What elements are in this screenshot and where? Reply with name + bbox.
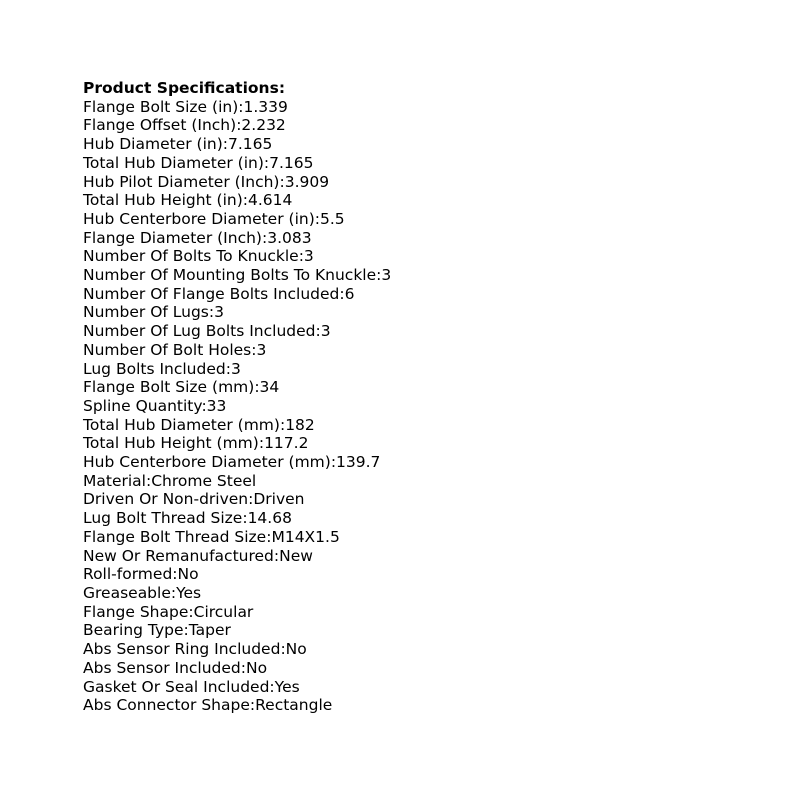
spec-row xyxy=(83,135,743,154)
spec-value: 3 xyxy=(381,266,392,285)
spec-label: Lug Bolt Thread Size xyxy=(83,509,243,528)
spec-separator: : xyxy=(258,434,265,453)
spec-separator: : xyxy=(266,527,272,546)
spec-row xyxy=(83,116,743,135)
spec-separator: : xyxy=(145,471,152,490)
spec-separator: : xyxy=(208,303,215,322)
spec-separator: : xyxy=(188,602,194,621)
spec-value: 3 xyxy=(303,247,314,266)
spec-label: Hub Centerbore Diameter (mm) xyxy=(83,453,331,472)
spec-row xyxy=(83,490,743,509)
spec-value: 3.083 xyxy=(267,228,312,247)
spec-row xyxy=(83,322,743,341)
spec-value: 4.614 xyxy=(248,191,293,210)
spec-separator: : xyxy=(279,415,286,434)
spec-separator: : xyxy=(298,247,304,266)
spec-separator: : xyxy=(314,209,320,228)
spec-separator: : xyxy=(269,677,275,696)
spec-label: Roll-formed xyxy=(83,565,173,584)
spec-separator: : xyxy=(261,228,268,247)
spec-label: Material xyxy=(83,471,146,490)
spec-label: Flange Bolt Thread Size xyxy=(83,527,267,546)
spec-label: Bearing Type xyxy=(83,621,184,640)
spec-row xyxy=(83,696,743,715)
spec-label: Total Hub Diameter (mm) xyxy=(83,415,280,434)
spec-separator: : xyxy=(222,135,228,154)
product-specifications-block xyxy=(83,79,743,715)
spec-value: 6 xyxy=(344,284,355,303)
spec-row xyxy=(83,678,743,697)
spec-row xyxy=(83,303,743,322)
spec-label: Greaseable xyxy=(83,583,171,602)
spec-separator: : xyxy=(242,191,248,210)
spec-label: Hub Centerbore Diameter (in) xyxy=(83,209,315,228)
spec-value: Driven xyxy=(253,490,305,509)
spec-value: M14X1.5 xyxy=(271,527,340,546)
spec-label: Lug Bolts Included xyxy=(83,359,226,378)
spec-value: 1.339 xyxy=(243,97,288,116)
spec-row xyxy=(83,285,743,304)
spec-value: 7.165 xyxy=(228,135,273,154)
spec-separator: : xyxy=(279,172,285,191)
spec-label: Number Of Lugs xyxy=(83,303,209,322)
spec-row xyxy=(83,565,743,584)
spec-label: Number Of Flange Bolts Included xyxy=(83,284,340,303)
spec-value: 3 xyxy=(214,303,224,322)
spec-row xyxy=(83,640,743,659)
spec-row xyxy=(83,266,743,285)
spec-separator: : xyxy=(339,284,345,303)
spec-label: Flange Bolt Size (in) xyxy=(83,97,239,116)
spec-separator: : xyxy=(376,266,382,285)
spec-row xyxy=(83,360,743,379)
spec-row xyxy=(83,528,743,547)
spec-label: Flange Bolt Size (mm) xyxy=(83,378,255,397)
spec-separator: : xyxy=(254,378,260,397)
spec-row xyxy=(83,397,743,416)
spec-value: Circular xyxy=(193,602,254,621)
spec-value: No xyxy=(285,640,307,659)
spec-label: Spline Quantity xyxy=(83,396,202,415)
spec-separator: : xyxy=(183,621,189,640)
spec-row xyxy=(83,509,743,528)
spec-separator: : xyxy=(172,565,178,584)
spec-label: Number Of Lug Bolts Included xyxy=(83,322,316,341)
spec-label: Gasket Or Seal Included xyxy=(83,677,270,696)
spec-value: 14.68 xyxy=(247,509,292,528)
spec-value: 5.5 xyxy=(319,209,345,228)
spec-row xyxy=(83,434,743,453)
spec-value: Rectangle xyxy=(255,696,333,715)
spec-value: 34 xyxy=(259,378,280,397)
spec-label: Total Hub Height (mm) xyxy=(83,434,259,453)
spec-value: Taper xyxy=(188,621,231,640)
spec-separator: : xyxy=(280,640,286,659)
spec-value: No xyxy=(177,565,199,584)
spec-row xyxy=(83,191,743,210)
spec-value: 3.909 xyxy=(284,172,330,191)
spec-row xyxy=(83,659,743,678)
spec-row xyxy=(83,378,743,397)
spec-row xyxy=(83,621,743,640)
spec-label: Total Hub Height (in) xyxy=(83,191,243,210)
spec-label: Hub Pilot Diameter (Inch) xyxy=(83,172,280,191)
spec-row xyxy=(83,154,743,173)
spec-label: Abs Connector Shape xyxy=(83,696,250,715)
spec-separator: : xyxy=(240,658,246,677)
spec-value: No xyxy=(246,658,268,677)
spec-value: 139.7 xyxy=(336,453,381,472)
spec-separator: : xyxy=(273,546,280,565)
spec-value: 33 xyxy=(206,396,227,415)
spec-row xyxy=(83,547,743,566)
spec-value: 3 xyxy=(320,322,331,341)
spec-row xyxy=(83,453,743,472)
spec-separator: : xyxy=(330,453,337,472)
spec-value: Chrome Steel xyxy=(151,471,257,490)
spec-separator: : xyxy=(249,696,256,715)
spec-row xyxy=(83,584,743,603)
spec-value: New xyxy=(279,546,313,565)
spec-label: Flange Shape xyxy=(83,602,189,621)
spec-label: Driven Or Non-driven xyxy=(83,490,249,509)
page-title: Product Specifications: xyxy=(83,79,286,97)
spec-label: Abs Sensor Included xyxy=(83,658,241,677)
spec-label: New Or Remanufactured xyxy=(83,546,274,565)
spec-separator: : xyxy=(251,340,257,359)
spec-label: Number Of Bolt Holes xyxy=(83,340,252,359)
spec-value: 182 xyxy=(285,415,315,434)
spec-separator: : xyxy=(201,396,207,415)
spec-label: Flange Diameter (Inch) xyxy=(83,228,262,247)
spec-row xyxy=(83,210,743,229)
spec-row xyxy=(83,98,743,117)
spec-label: Number Of Bolts To Knuckle xyxy=(83,247,299,266)
spec-separator: : xyxy=(238,97,244,116)
spec-row xyxy=(83,173,743,192)
spec-label: Hub Diameter (in) xyxy=(83,135,223,154)
spec-label: Flange Offset (Inch) xyxy=(83,116,237,135)
spec-value: 117.2 xyxy=(264,434,309,453)
spec-row xyxy=(83,472,743,491)
spec-value: Yes xyxy=(274,677,300,696)
spec-row xyxy=(83,603,743,622)
spec-separator: : xyxy=(315,322,321,341)
spec-value: 3 xyxy=(256,340,267,359)
spec-separator: : xyxy=(225,359,231,378)
spec-separator: : xyxy=(170,583,177,602)
spec-separator: : xyxy=(236,116,242,135)
spec-value: 2.232 xyxy=(241,116,286,135)
spec-label: Number Of Mounting Bolts To Knuckle xyxy=(83,266,377,285)
spec-separator: : xyxy=(242,509,248,528)
spec-row xyxy=(83,341,743,360)
spec-value: 7.165 xyxy=(269,153,314,172)
spec-row xyxy=(83,416,743,435)
spec-separator: : xyxy=(248,490,254,509)
spec-label: Abs Sensor Ring Included xyxy=(83,640,281,659)
specifications-list xyxy=(83,98,743,715)
spec-row xyxy=(83,229,743,248)
spec-separator: : xyxy=(263,153,270,172)
spec-value: 3 xyxy=(230,359,241,378)
spec-label: Total Hub Diameter (in) xyxy=(83,153,264,172)
spec-row xyxy=(83,247,743,266)
spec-value: Yes xyxy=(176,583,202,602)
